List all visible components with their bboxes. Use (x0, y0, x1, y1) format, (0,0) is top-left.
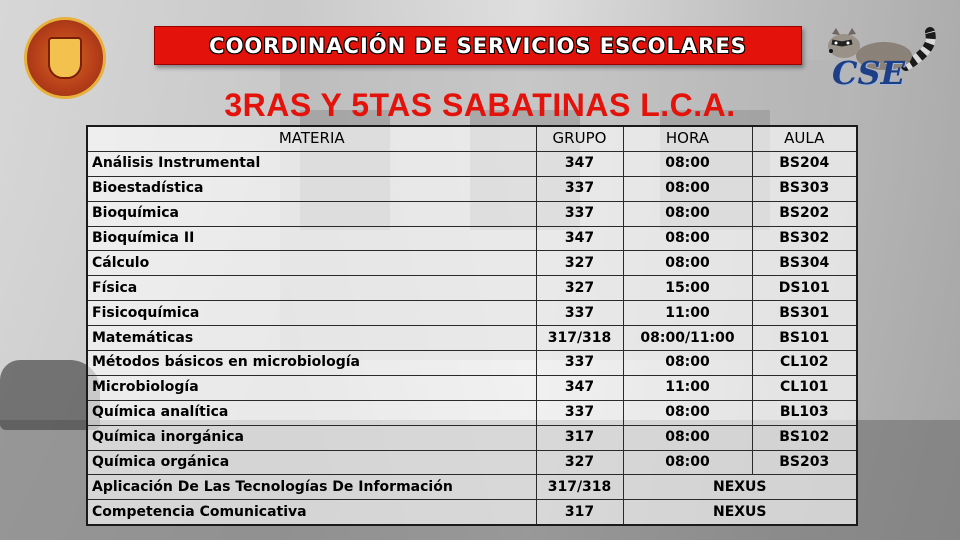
cell-grupo: 347 (536, 375, 623, 400)
table-row (87, 425, 857, 450)
cell-aula: BS204 (752, 151, 857, 176)
table-row (87, 276, 857, 301)
cell-hora: 08:00 (623, 450, 752, 475)
table-row (87, 201, 857, 226)
banner-title: COORDINACIÓN DE SERVICIOS ESCOLARES (209, 33, 747, 58)
cell-materia: Física (87, 276, 536, 301)
cell-materia: Bioquímica (87, 201, 536, 226)
cell-grupo: 337 (536, 301, 623, 326)
table-row (87, 251, 857, 276)
cell-hora: 08:00 (623, 251, 752, 276)
title-banner (154, 26, 802, 65)
cell-grupo: 317 (536, 425, 623, 450)
cell-hora: 11:00 (623, 375, 752, 400)
cell-grupo: 327 (536, 276, 623, 301)
cell-grupo: 337 (536, 351, 623, 376)
cell-aula: BS302 (752, 226, 857, 251)
cell-hora: 08:00/11:00 (623, 326, 752, 351)
cell-grupo: 317/318 (536, 475, 623, 500)
cell-aula: BS301 (752, 301, 857, 326)
cell-hora: 11:00 (623, 301, 752, 326)
cell-hora: 08:00 (623, 425, 752, 450)
cell-grupo: 347 (536, 151, 623, 176)
cell-materia: Competencia Comunicativa (87, 500, 536, 525)
cell-aula: BS202 (752, 201, 857, 226)
cell-grupo: 327 (536, 251, 623, 276)
car-shape (0, 360, 100, 430)
cell-materia: Bioquímica II (87, 226, 536, 251)
cell-hora: 15:00 (623, 276, 752, 301)
cell-grupo: 337 (536, 201, 623, 226)
cell-hora: 08:00 (623, 226, 752, 251)
cell-materia: Cálculo (87, 251, 536, 276)
cell-materia: Bioestadística (87, 176, 536, 201)
cell-aula: DS101 (752, 276, 857, 301)
column-header-hora: HORA (623, 126, 752, 151)
cell-grupo: 327 (536, 450, 623, 475)
column-header-grupo: GRUPO (536, 126, 623, 151)
cell-aula: BS304 (752, 251, 857, 276)
cell-materia: Análisis Instrumental (87, 151, 536, 176)
column-header-aula: AULA (752, 126, 857, 151)
cell-hora: 08:00 (623, 201, 752, 226)
table-row (87, 226, 857, 251)
cell-aula: BS102 (752, 425, 857, 450)
page-subtitle: 3RAS Y 5TAS SABATINAS L.C.A. (224, 87, 736, 123)
cell-materia: Química analítica (87, 400, 536, 425)
cell-aula: BS303 (752, 176, 857, 201)
cell-aula: BL103 (752, 400, 857, 425)
cell-aula: BS101 (752, 326, 857, 351)
cell-materia: Fisicoquímica (87, 301, 536, 326)
schedule-table (86, 125, 858, 526)
cell-hora: 08:00 (623, 351, 752, 376)
cell-grupo: 317/318 (536, 326, 623, 351)
cse-logo (822, 26, 940, 96)
table-row (87, 400, 857, 425)
table-row (87, 326, 857, 351)
table-row (87, 176, 857, 201)
column-header-materia: MATERIA (87, 126, 536, 151)
table-row (87, 301, 857, 326)
shield-icon (48, 37, 82, 79)
table-row (87, 475, 857, 500)
table-row (87, 151, 857, 176)
cell-materia: Química inorgánica (87, 425, 536, 450)
cell-grupo: 317 (536, 500, 623, 525)
cell-hora: 08:00 (623, 176, 752, 201)
cell-materia: Aplicación De Las Tecnologías De Información (87, 475, 536, 500)
cse-logo-text: CSE (832, 54, 905, 92)
cell-materia: Matemáticas (87, 326, 536, 351)
table-row (87, 500, 857, 525)
table-header-row (87, 126, 857, 151)
cell-aula: BS203 (752, 450, 857, 475)
table-row (87, 375, 857, 400)
cell-grupo: 347 (536, 226, 623, 251)
cell-hora-aula-merged: NEXUS (623, 475, 857, 500)
cell-hora: 08:00 (623, 400, 752, 425)
cell-grupo: 337 (536, 176, 623, 201)
table-row (87, 450, 857, 475)
cell-materia: Métodos básicos en microbiología (87, 351, 536, 376)
cell-materia: Química orgánica (87, 450, 536, 475)
cell-aula: CL101 (752, 375, 857, 400)
cell-aula: CL102 (752, 351, 857, 376)
cell-grupo: 337 (536, 400, 623, 425)
cell-materia: Microbiología (87, 375, 536, 400)
cell-hora: 08:00 (623, 151, 752, 176)
cell-hora-aula-merged: NEXUS (623, 500, 857, 525)
table-row (87, 351, 857, 376)
